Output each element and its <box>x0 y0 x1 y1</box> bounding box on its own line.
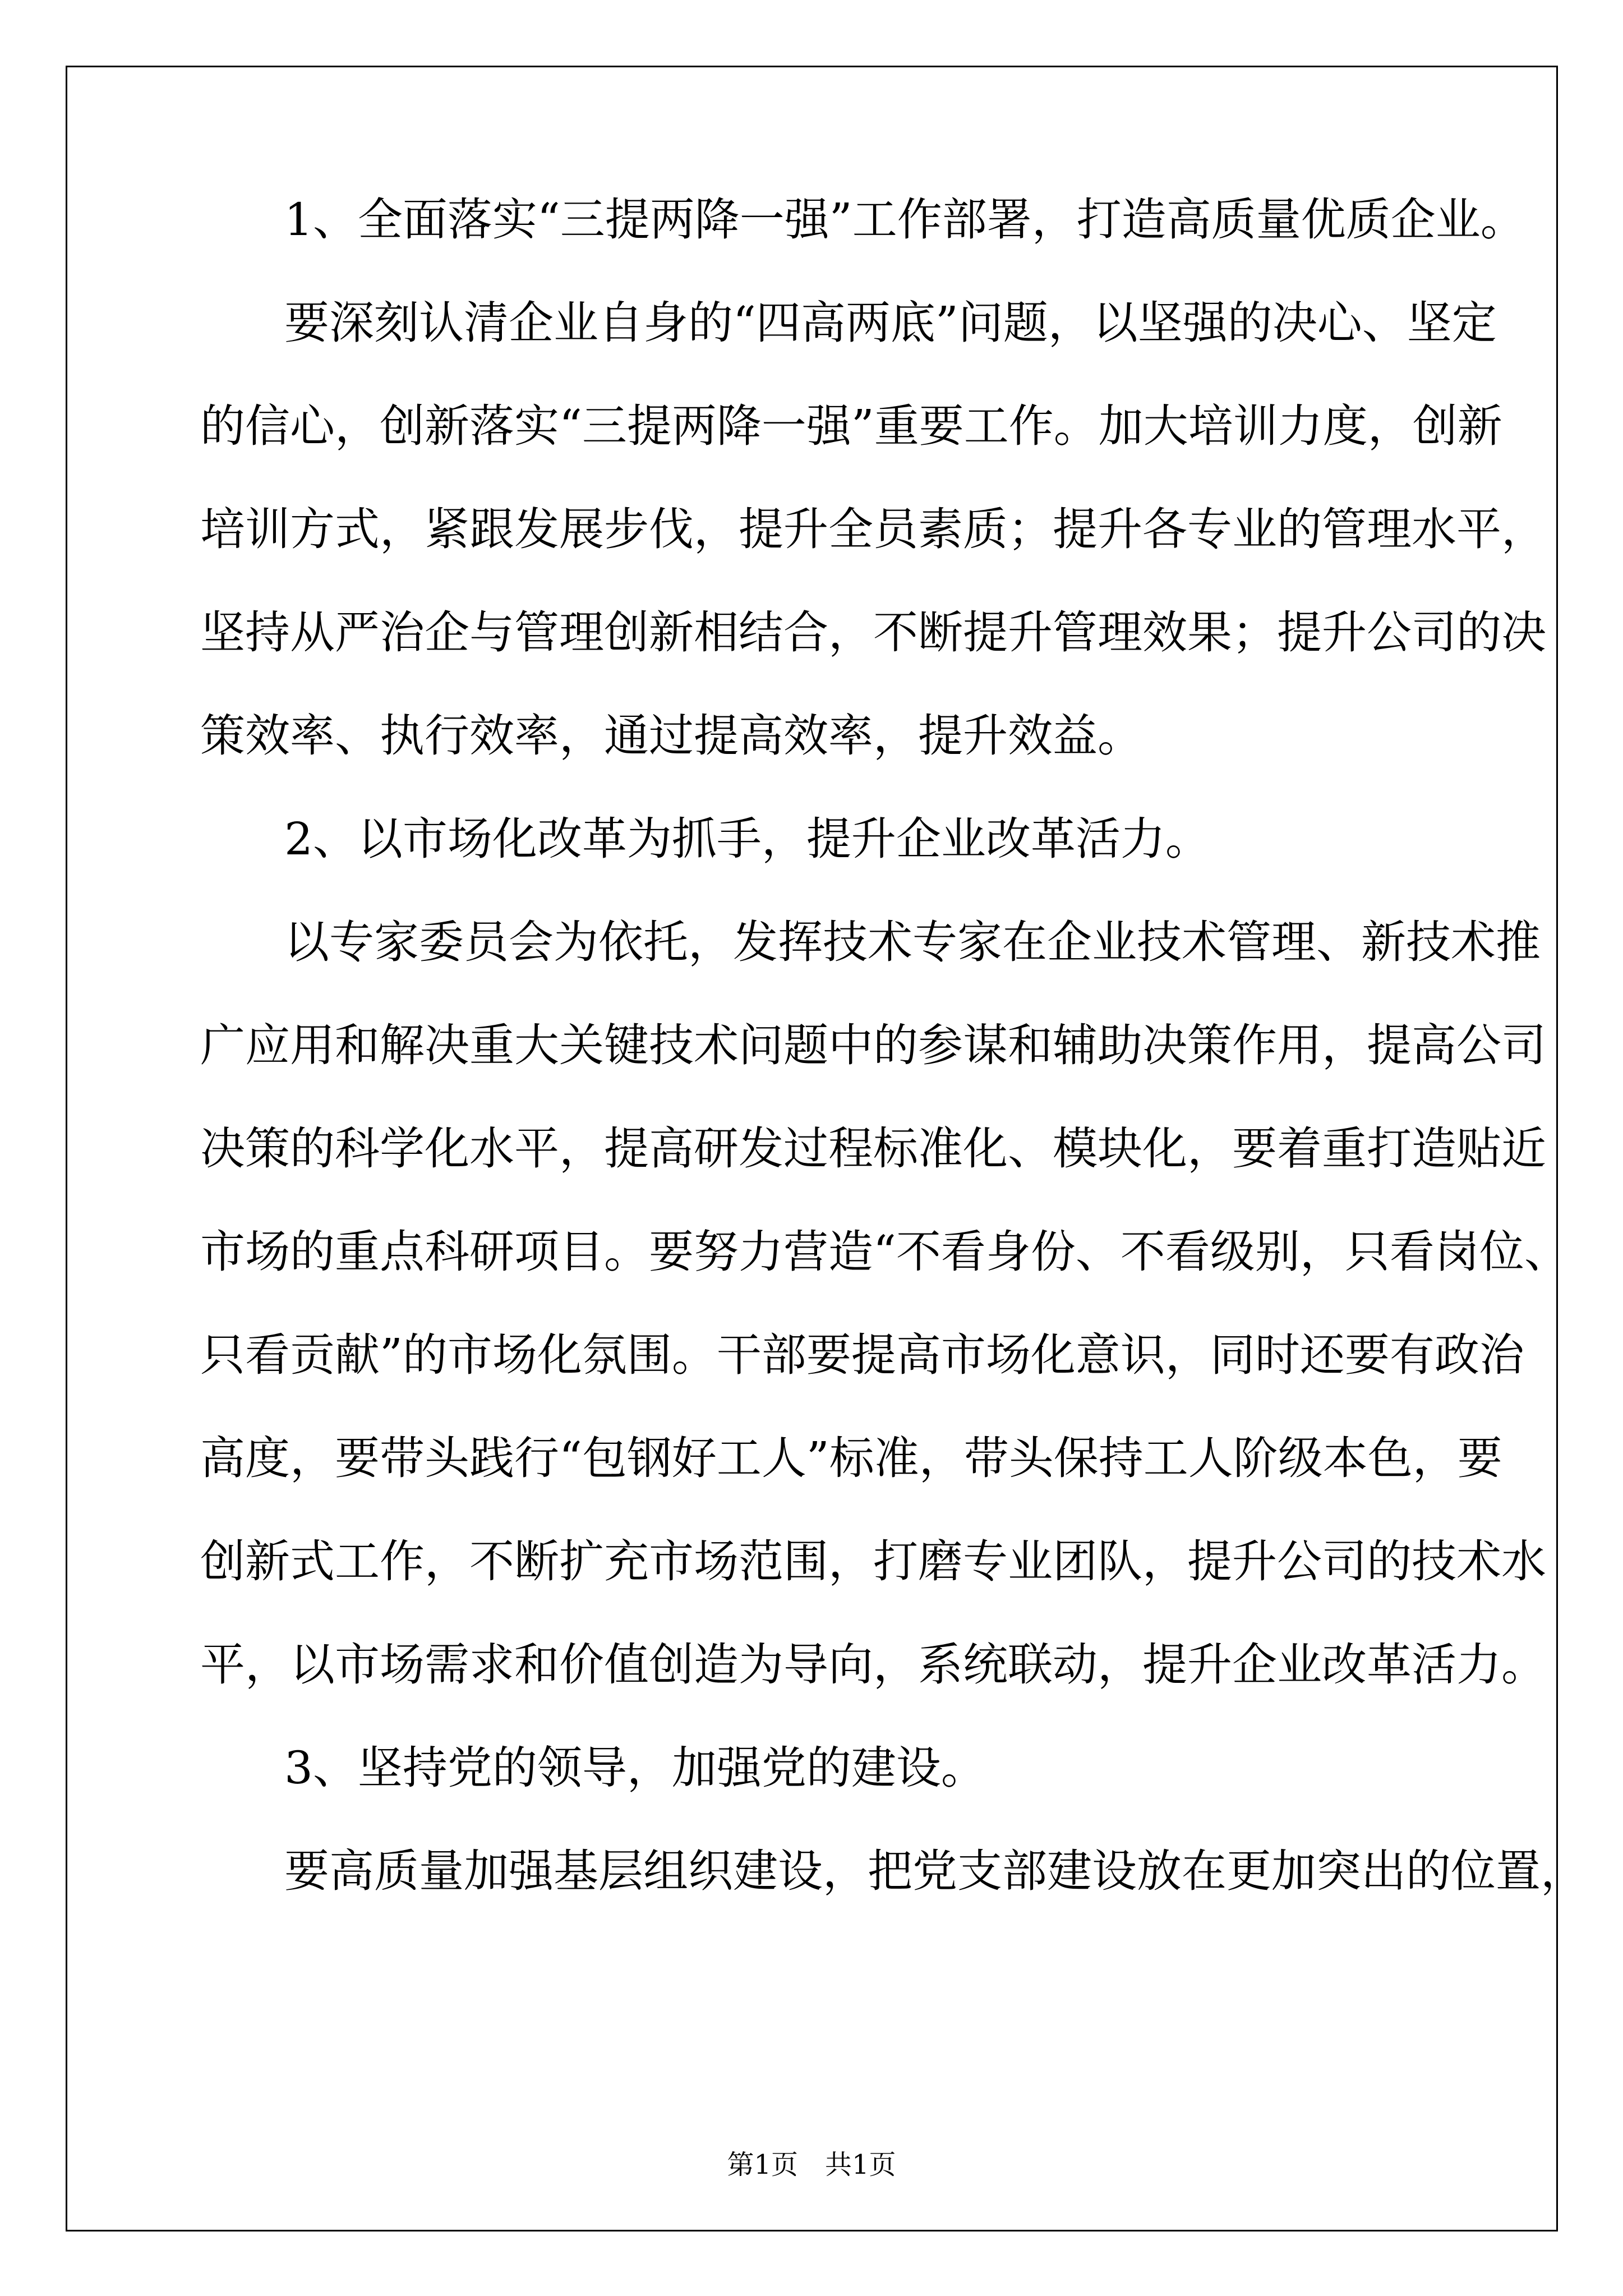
text-line: 要高质量加强基层组织建设，把党支部建设放在更加突出的位置， <box>284 1845 1585 1897</box>
text-line: 以专家委员会为依托，发挥技术专家在企业技术管理、新技术推 <box>284 916 1541 968</box>
text-line: 决策的科学化水平，提高研发过程标准化、模块化，要着重打造贴近 <box>200 1122 1546 1175</box>
paragraph-1 <box>200 168 1525 272</box>
paragraph-6 <box>200 1820 1585 1923</box>
paragraph-2 <box>200 272 1546 788</box>
text-line: 策效率、执行效率，通过提高效率，提升效益。 <box>200 710 1142 762</box>
text-line: 1、全面落实“三提两降一强”工作部署，打造高质量优质企业。 <box>284 194 1525 246</box>
text-line: 平，以市场需求和价值创造为导向，系统联动，提升企业改革活力。 <box>200 1639 1546 1691</box>
text-line: 高度，要带头践行“包钢好工人”标准，带头保持工人阶级本色，要 <box>200 1432 1502 1484</box>
text-line: 3、坚持党的领导，加强党的建设。 <box>284 1742 986 1794</box>
text-line: 2、以市场化改革为抓手，提升企业改革活力。 <box>284 813 1210 865</box>
paragraph-3 <box>200 788 1490 891</box>
document-body <box>200 168 1585 1923</box>
text-line: 要深刻认清企业自身的“四高两底”问题，以坚强的决心、坚定 <box>284 297 1497 349</box>
text-line: 创新式工作，不断扩充市场范围，打磨专业团队，提升公司的技术水 <box>200 1535 1546 1588</box>
text-line: 坚持从严治企与管理创新相结合，不断提升管理效果；提升公司的决 <box>200 606 1546 659</box>
text-line: 广应用和解决重大关键技术问题中的参谋和辅助决策作用，提高公司 <box>200 1019 1546 1071</box>
text-line: 培训方式，紧跟发展步伐，提升全员素质；提升各专业的管理水平， <box>200 503 1546 555</box>
page-footer <box>0 2143 1623 2182</box>
paragraph-5 <box>200 1717 1490 1820</box>
text-line: 只看贡献”的市场化氛围。干部要提高市场化意识，同时还要有政治 <box>200 1329 1524 1381</box>
page-number-label: 第1页 共1页 <box>727 2149 896 2180</box>
text-line: 市场的重点科研项目。要努力营造“不看身份、不看级别，只看岗位、 <box>200 1226 1569 1278</box>
text-line: 的信心，创新落实“三提两降一强”重要工作。加大培训力度，创新 <box>200 400 1502 452</box>
paragraph-4 <box>200 891 1569 1717</box>
